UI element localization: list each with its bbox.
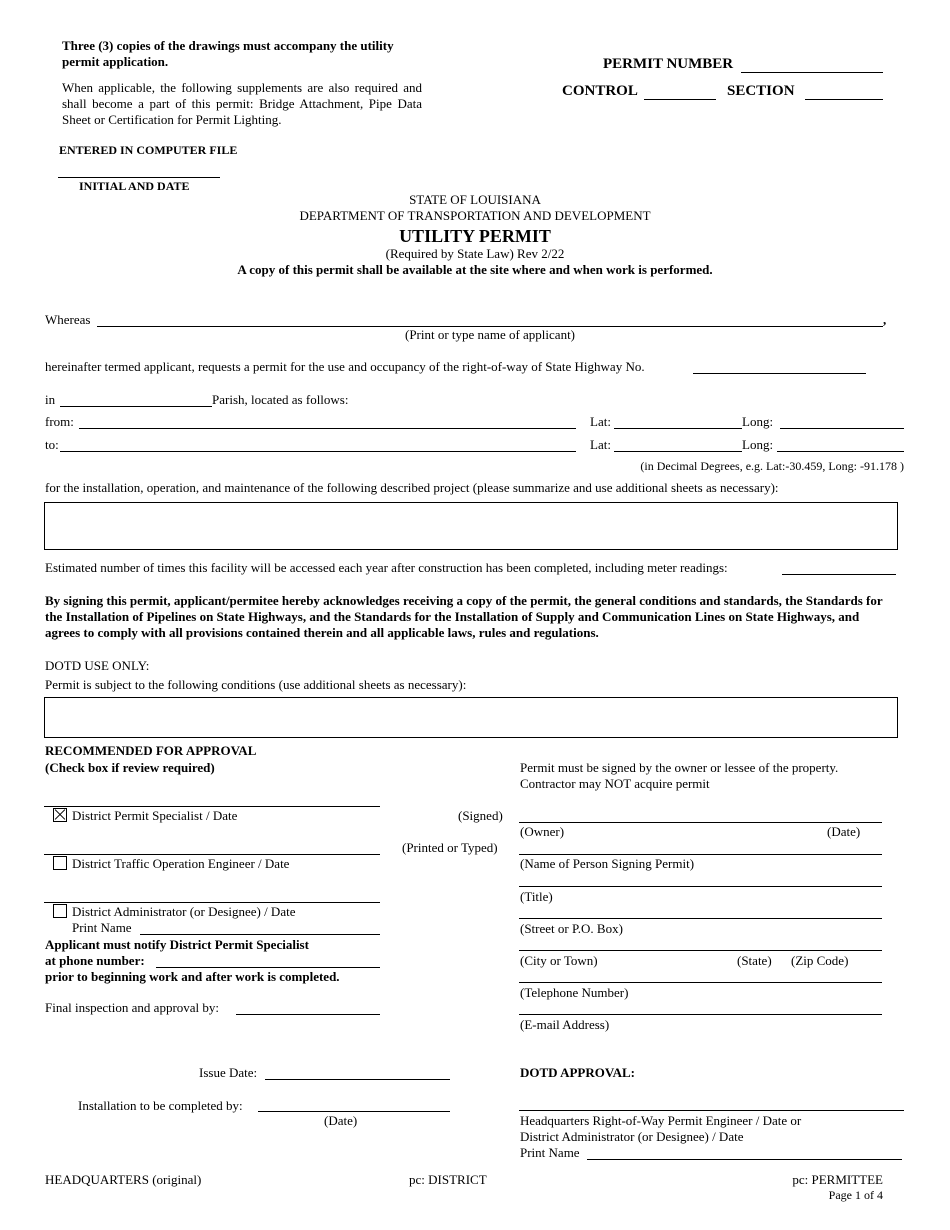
permit-number-field[interactable]: [741, 72, 883, 73]
traffic-engineer-checkbox[interactable]: [53, 856, 67, 870]
owner-date-label: (Date): [827, 824, 861, 839]
access-count-field[interactable]: [782, 574, 896, 575]
from-lat-field[interactable]: [614, 428, 742, 429]
dotd-print-name-field[interactable]: [587, 1159, 902, 1160]
to-long-field[interactable]: [777, 451, 904, 452]
section-label: SECTION: [727, 83, 795, 99]
footer-headquarters: HEADQUARTERS (original): [45, 1172, 202, 1187]
administrator-label: District Administrator (or Designee) / Date: [72, 904, 296, 919]
street-label: (Street or P.O. Box): [520, 921, 623, 936]
dotd-signature-line[interactable]: [519, 1110, 904, 1111]
access-text: Estimated number of times this facility will be accessed each year after construction has been completed, including meter readings:: [45, 560, 728, 575]
required-law: (Required by State Law) Rev 2/22: [385, 246, 565, 261]
conditions-text: Permit is subject to the following conditions (use additional sheets as necessary):: [45, 677, 467, 692]
from-long-field[interactable]: [780, 428, 904, 429]
to-lat-label: Lat:: [590, 437, 611, 452]
state-label: (State): [737, 953, 772, 968]
hq-engineer-label: Headquarters Right-of-Way Permit Engineer / Date or: [520, 1113, 802, 1128]
final-inspection-field[interactable]: [236, 1014, 380, 1015]
notify-line2: at phone number:: [45, 953, 145, 968]
to-label: to:: [45, 437, 59, 452]
page-title: UTILITY PERMIT: [399, 226, 551, 246]
traffic-engineer-signature-line[interactable]: [44, 854, 380, 855]
applicant-caption: (Print or type name of applicant): [404, 327, 576, 342]
email-line[interactable]: [519, 1014, 882, 1015]
city-line[interactable]: [519, 950, 882, 951]
from-label: from:: [45, 414, 74, 429]
issue-date-label: Issue Date:: [199, 1065, 258, 1080]
zip-label: (Zip Code): [791, 953, 849, 968]
permit-specialist-checkbox[interactable]: [53, 808, 67, 822]
installation-date-field[interactable]: [258, 1111, 450, 1112]
approval-heading: RECOMMENDED FOR APPROVAL: [45, 743, 257, 758]
permit-specialist-label: District Permit Specialist / Date: [72, 808, 238, 823]
signed-label: (Signed): [458, 808, 503, 823]
issue-date-field[interactable]: [265, 1079, 450, 1080]
approval-subheading: (Check box if review required): [45, 760, 215, 775]
department-title: DEPARTMENT OF TRANSPORTATION AND DEVELOPMENT: [299, 208, 651, 223]
signer-name-label: (Name of Person Signing Permit): [520, 856, 695, 871]
parish-label: Parish, located as follows:: [212, 392, 349, 407]
conditions-box[interactable]: [44, 697, 898, 738]
to-lat-field[interactable]: [614, 451, 742, 452]
print-name-label: Print Name: [72, 920, 132, 935]
notify-line1: Applicant must notify District Permit Specialist: [45, 937, 309, 952]
permit-specialist-row: [53, 808, 237, 824]
copy-notice: A copy of this permit shall be available at the site where and when work is performed.: [237, 262, 713, 277]
from-field[interactable]: [79, 428, 576, 429]
installation-label: Installation to be completed by:: [78, 1098, 243, 1113]
city-label: (City or Town): [520, 953, 598, 968]
entered-label: ENTERED IN COMPUTER FILE: [59, 143, 238, 157]
control-label: CONTROL: [562, 83, 638, 99]
project-text: for the installation, operation, and maintenance of the following described project (please summarize and use additional sheets as necessary):: [45, 480, 779, 495]
printed-label: (Printed or Typed): [402, 840, 498, 855]
signer-name-line[interactable]: [519, 854, 882, 855]
project-description-box[interactable]: [44, 502, 898, 550]
to-field[interactable]: [60, 451, 576, 452]
initial-date-label: INITIAL AND DATE: [79, 179, 190, 193]
from-lat-label: Lat:: [590, 414, 611, 429]
hereinafter-text: hereinafter termed applicant, requests a permit for the use and occupancy of the right-of-way of State Highway No.: [45, 359, 645, 374]
date-caption: (Date): [324, 1113, 358, 1128]
section-field[interactable]: [805, 99, 883, 100]
traffic-engineer-label: District Traffic Operation Engineer / Date: [72, 856, 290, 871]
state-title: STATE OF LOUISIANA: [409, 192, 541, 207]
administrator-row: [53, 904, 295, 920]
street-line[interactable]: [519, 918, 882, 919]
from-long-label: Long:: [742, 414, 774, 429]
whereas-label: Whereas: [45, 312, 91, 327]
email-label: (E-mail Address): [520, 1017, 610, 1032]
phone-number-field[interactable]: [156, 967, 380, 968]
owner-notice-2: Contractor may NOT acquire permit: [520, 776, 710, 791]
footer-pc-district: pc: DISTRICT: [409, 1172, 487, 1187]
title-label: (Title): [520, 889, 553, 904]
page-number: Page 1 of 4: [828, 1188, 883, 1202]
owner-notice-1: Permit must be signed by the owner or lessee of the property.: [520, 760, 839, 775]
telephone-label: (Telephone Number): [520, 985, 629, 1000]
dotd-use-only: DOTD USE ONLY:: [45, 658, 150, 673]
signing-statement: By signing this permit, applicant/permitee hereby acknowledges receiving a copy of the permit, the general conditions and standards, the Standards for the Installation of Pipelines on State Highways, and the Standards for the Installation of Supply and Communication Lines on State Highways, and agrees to comply with all provisions contained therein and all applicable laws, rules and regulations.: [45, 593, 883, 640]
parish-field[interactable]: [60, 406, 212, 407]
traffic-engineer-row: [53, 856, 289, 872]
title-line[interactable]: [519, 886, 882, 887]
to-long-label: Long:: [742, 437, 774, 452]
decimal-note: (in Decimal Degrees, e.g. Lat:-30.459, Long: -91.178 ): [640, 459, 904, 473]
district-admin-label: District Administrator (or Designee) / Date: [520, 1129, 744, 1144]
whereas-comma: ,: [883, 312, 887, 327]
control-field[interactable]: [644, 99, 716, 100]
dotd-approval-label: DOTD APPROVAL:: [520, 1065, 635, 1080]
administrator-checkbox[interactable]: [53, 904, 67, 918]
initial-date-line[interactable]: [58, 177, 220, 178]
dotd-print-name-label: Print Name: [520, 1145, 580, 1160]
permit-specialist-signature-line[interactable]: [44, 806, 380, 807]
notify-line3: prior to beginning work and after work is completed.: [45, 969, 340, 984]
print-name-field[interactable]: [140, 934, 380, 935]
telephone-line[interactable]: [519, 982, 882, 983]
owner-signature-line[interactable]: [519, 822, 882, 823]
owner-label: (Owner): [520, 824, 565, 839]
final-inspection-label: Final inspection and approval by:: [45, 1000, 220, 1015]
supplements-notice: When applicable, the following supplements are also required and shall become a part of this permit: Bridge Attachment, Pipe Data Sheet or Certification for Permit Lighting.: [62, 80, 422, 127]
footer-pc-permittee: pc: PERMITTEE: [792, 1172, 883, 1187]
in-label: in: [45, 392, 56, 407]
copies-notice: Three (3) copies of the drawings must accompany the utility permit application.: [62, 38, 394, 69]
administrator-signature-line[interactable]: [44, 902, 380, 903]
permit-number-label: PERMIT NUMBER: [603, 56, 734, 72]
highway-number-field[interactable]: [693, 373, 866, 374]
